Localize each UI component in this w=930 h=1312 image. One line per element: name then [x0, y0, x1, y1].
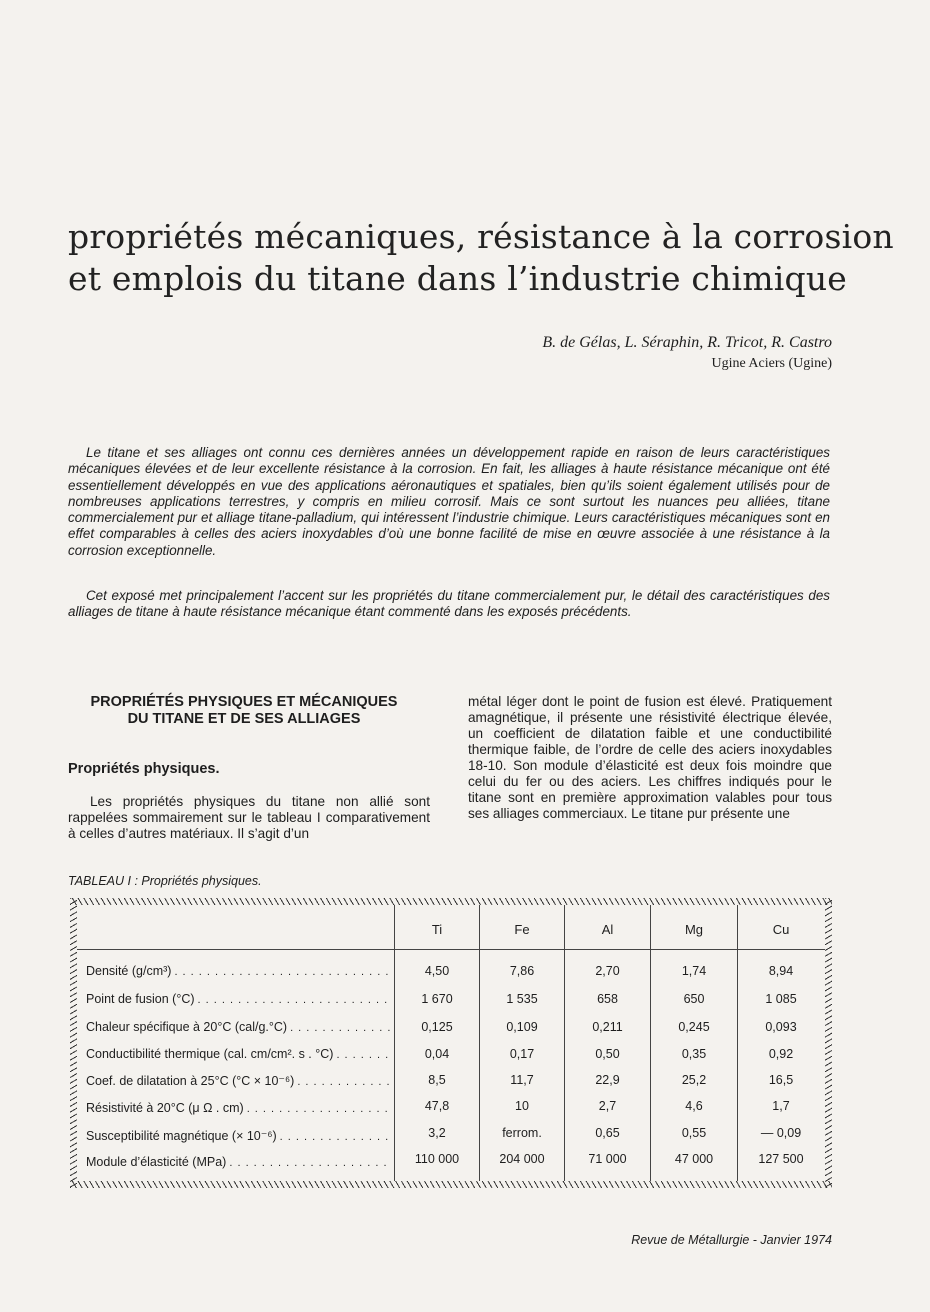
table-cell: 0,109: [506, 1020, 538, 1034]
table-cell: 47,8: [424, 1099, 450, 1113]
row-label-densite: [86, 964, 391, 978]
row-label-text: Module d’élasticité (MPa): [86, 1155, 229, 1169]
column-header-ti: Ti: [431, 922, 443, 937]
properties-table: [70, 898, 832, 1188]
section-heading: [62, 694, 426, 728]
table-cell: 1 670: [421, 992, 453, 1006]
table-cell: — 0,09: [760, 1126, 802, 1140]
column-header-fe: Fe: [514, 922, 530, 937]
table-cell: 0,17: [509, 1047, 535, 1061]
table-cell: 0,211: [592, 1020, 623, 1034]
row-label-dilatation: [86, 1073, 391, 1088]
table-cell: 1 535: [506, 992, 538, 1006]
abstract-paragraph-1: Le titane et ses alliages ont connu ces dernières années un développement rapide en raison de leurs caractéristiques mécaniques élevées et de leur excellente résistance à la corrosion. En fait, les alliages à haute résistance mécanique ont été essentiellement développés en vue des applications aéronautiques et spatiales, bien qu’ils soient également utilisés pour de nombreuses applications terrestres, y compris en milieu corrosif. Mais ce sont surtout les nuances peu alliées, titane commercialement pur et alliage titane-palladium, qui intéressent l’industrie chimique. Leurs caractéristiques mécaniques sont en effet comparables à celles des aciers inoxydables d’où une bonne facilité de mise en œuvre associée à une résistance à la corrosion exceptionnelle.: [68, 445, 830, 558]
table-cell: 4,6: [685, 1099, 703, 1113]
row-label-chaleur-specifique: [86, 1020, 391, 1034]
table-cell: 47 000: [674, 1152, 714, 1166]
article-title-line-1: propriétés mécaniques, résistance à la corrosion: [68, 217, 894, 256]
row-label-resistivite: [86, 1101, 391, 1115]
column-header-cu: Cu: [772, 922, 790, 937]
table-header-rule: [77, 949, 825, 950]
table-cell: 110 000: [414, 1152, 460, 1166]
table-cell: 7,86: [509, 964, 535, 978]
table-cell: 3,2: [428, 1126, 446, 1140]
table-cell: 1 085: [765, 992, 797, 1006]
table-border-right: [825, 898, 832, 1188]
table-caption: TABLEAU I : Propriétés physiques.: [68, 874, 262, 888]
table-cell: ferrom.: [502, 1126, 542, 1140]
table-cell: 0,04: [424, 1047, 450, 1061]
table-cell: 10: [515, 1099, 529, 1113]
table-border-top: [70, 898, 832, 905]
table-cell: 71 000: [588, 1152, 627, 1166]
section-heading-line-1: PROPRIÉTÉS PHYSIQUES ET MÉCANIQUES: [90, 694, 398, 710]
table-cell: 0,35: [681, 1047, 707, 1061]
table-cell: 1,7: [772, 1099, 790, 1113]
row-label-text: Coef. de dilatation à 25°C (°C × 10⁻⁶): [86, 1074, 297, 1088]
table-cell: 0,093: [765, 1020, 797, 1034]
table-cell: 204 000: [499, 1152, 545, 1166]
table-cell: 127 500: [758, 1152, 804, 1166]
left-column-paragraph: Les propriétés physiques du titane non allié sont rappelées sommairement sur le tableau I comparativement à celles d’autres matériaux. Il s’agit d’un: [68, 794, 430, 841]
table-cell: 658: [597, 992, 618, 1006]
table-cell: 2,7: [598, 1099, 617, 1113]
abstract-paragraph-2: Cet exposé met principalement l’accent sur les propriétés du titane commercialement pur, le détail des caractéristiques des alliages de titane à haute résistance mécanique étant commenté dans les exposés précédents.: [68, 588, 830, 620]
table-border-left: [70, 898, 77, 1188]
row-label-point-de-fusion: [86, 992, 391, 1006]
row-label-text: Conductibilité thermique (cal. cm/cm². s . °C): [86, 1047, 336, 1061]
row-label-text: Résistivité à 20°C (μ Ω . cm): [86, 1101, 247, 1115]
authors: B. de Gélas, L. Séraphin, R. Tricot, R. Castro: [542, 334, 832, 351]
column-header-al: Al: [601, 922, 614, 937]
table-cell: 0,92: [768, 1047, 794, 1061]
row-label-susceptibilite: [86, 1128, 391, 1143]
table-cell: 2,70: [595, 964, 620, 978]
subheading: Propriétés physiques.: [68, 761, 220, 777]
journal-footer: Revue de Métallurgie - Janvier 1974: [631, 1233, 832, 1247]
table-cell: 25,2: [681, 1073, 707, 1087]
table-cell: 0,55: [681, 1126, 707, 1140]
table-cell: 4,50: [424, 964, 450, 978]
table-cell: 0,50: [595, 1047, 620, 1061]
table-cell: 8,94: [768, 964, 794, 978]
table-cell: 0,245: [678, 1020, 710, 1034]
article-title-line-2: et emplois du titane dans l’industrie chimique: [68, 259, 848, 298]
table-cell: 0,65: [595, 1126, 620, 1140]
table-cell: 650: [683, 992, 705, 1006]
row-label-text: Chaleur spécifique à 20°C (cal/g.°C): [86, 1020, 290, 1034]
column-header-mg: Mg: [684, 922, 704, 937]
affiliation: Ugine Aciers (Ugine): [711, 356, 832, 371]
table-cell: 16,5: [768, 1073, 794, 1087]
table-cell: 1,74: [681, 964, 707, 978]
table-cell: 0,125: [421, 1020, 453, 1034]
table-cell: 22,9: [595, 1073, 620, 1087]
row-label-text: Point de fusion (°C): [86, 992, 198, 1006]
right-column-paragraph: métal léger dont le point de fusion est élevé. Pratiquement amagnétique, il présente une résistivité électrique élevée, un coefficient de dilatation faible et une conductibilité thermique faible, de l’ordre de celle des aciers inoxydables 18-10. Son module d’élasticité est deux fois moindre que celui du fer ou des aciers. Les chiffres indiqués pour le titane sont en première approximation valables pour tous ses alliages commerciaux. Le titane pur présente une: [468, 694, 832, 821]
row-label-text: Susceptibilité magnétique (× 10⁻⁶): [86, 1129, 280, 1143]
table-cell: 8,5: [428, 1073, 446, 1087]
row-label-module-elasticite: [86, 1155, 391, 1169]
table-border-bottom: [70, 1181, 832, 1188]
table-cell: 11,7: [510, 1073, 534, 1087]
section-heading-line-2: DU TITANE ET DE SES ALLIAGES: [127, 711, 361, 727]
row-label-conductibilite: [86, 1047, 391, 1061]
row-label-text: Densité (g/cm³): [86, 964, 174, 978]
